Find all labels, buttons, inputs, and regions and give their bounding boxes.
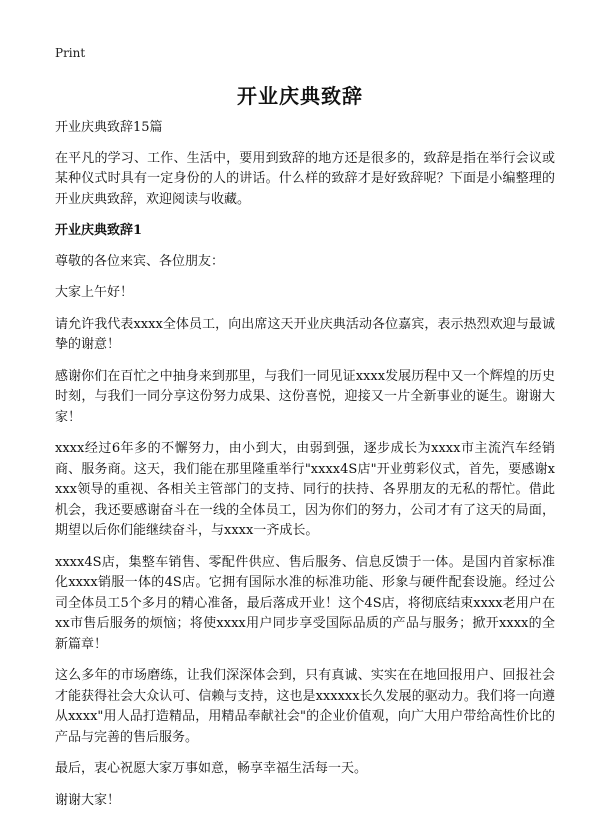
salutation-paragraph: 尊敬的各位来宾、各位朋友： xyxy=(55,253,225,269)
welcome-paragraph: 请允许我代表xxxx全体员工，向出席这天开业庆典活动各位嘉宾，表示热烈欢迎与最诚挚的谢意！ xyxy=(55,316,555,352)
document-title: 开业庆典致辞 xyxy=(237,84,363,108)
history-paragraph: xxxx经过6年多的不懈努力，由小到大，由弱到强，逐步成长为xxxx市主流汽车经销商、服务商。这天，我们能在那里隆重举行"xxxx4S店"开业剪彩仪式，首先，要感谢xxxx领导的重视、各相关主管部门的支持、同行的扶持、各界朋友的无私的帮忙。借此机会，我还要感谢奋斗在一线的全体员工，因为你们的努力，公司才有了这天的局面，期望以后你们能继续奋斗，与xxxx一齐成长。 xyxy=(55,441,555,538)
blessing-paragraph: 最后，衷心祝愿大家万事如意，畅享幸福生活每一天。 xyxy=(55,761,368,776)
thanks-paragraph: 感谢你们在百忙之中抽身来到那里，与我们一同见证xxxx发展历程中又一个辉煌的历史时刻，与我们一同分享这份努力成果、这份喜悦，迎接又一片全新事业的诞生。谢谢大家！ xyxy=(55,368,555,425)
closing-paragraph: 谢谢大家！ xyxy=(55,792,121,808)
intro-paragraph: 在平凡的学习、工作、生活中，要用到致辞的地方还是很多的，致辞是指在举行会议或某种仪式时具有一定身份的人的讲话。什么样的致辞才是好致辞呢？下面是小编整理的开业庆典致辞，欢迎阅读与收藏。 xyxy=(55,150,555,207)
experience-paragraph: 这么多年的市场磨练，让我们深深体会到，只有真诚、实实在在地回报用户、回报社会才能获得社会大众认可、信赖与支持，这也是xxxxxx长久发展的驱动力。我们将一向遵从xxxx"用人品打造精品，用精品奉献社会"的企业价值观，向广大用户带给高性价比的产品与完善的售后服务。 xyxy=(55,668,555,745)
greeting-paragraph: 大家上午好！ xyxy=(55,285,134,300)
store-intro-paragraph: xxxx4S店，集整车销售、零配件供应、售后服务、信息反馈于一体。是国内首家标准化xxxx销服一体的4S店。它拥有国际水准的标准功能、形象与硬件配套设施。经过公司全体员工5个多月的精心准备，最后落成开业！这个4S店，将彻底结束xxxx老用户在xx市售后服务的烦恼；将使xxxx用户同步享受国际品质的产品与服务；掀开xxxx的全新篇章！ xyxy=(55,554,555,652)
section-heading: 开业庆典致辞1 xyxy=(55,223,143,238)
print-label[interactable]: Print xyxy=(55,46,86,60)
document-body xyxy=(55,118,555,822)
document-subtitle: 开业庆典致辞15篇 xyxy=(55,120,163,135)
